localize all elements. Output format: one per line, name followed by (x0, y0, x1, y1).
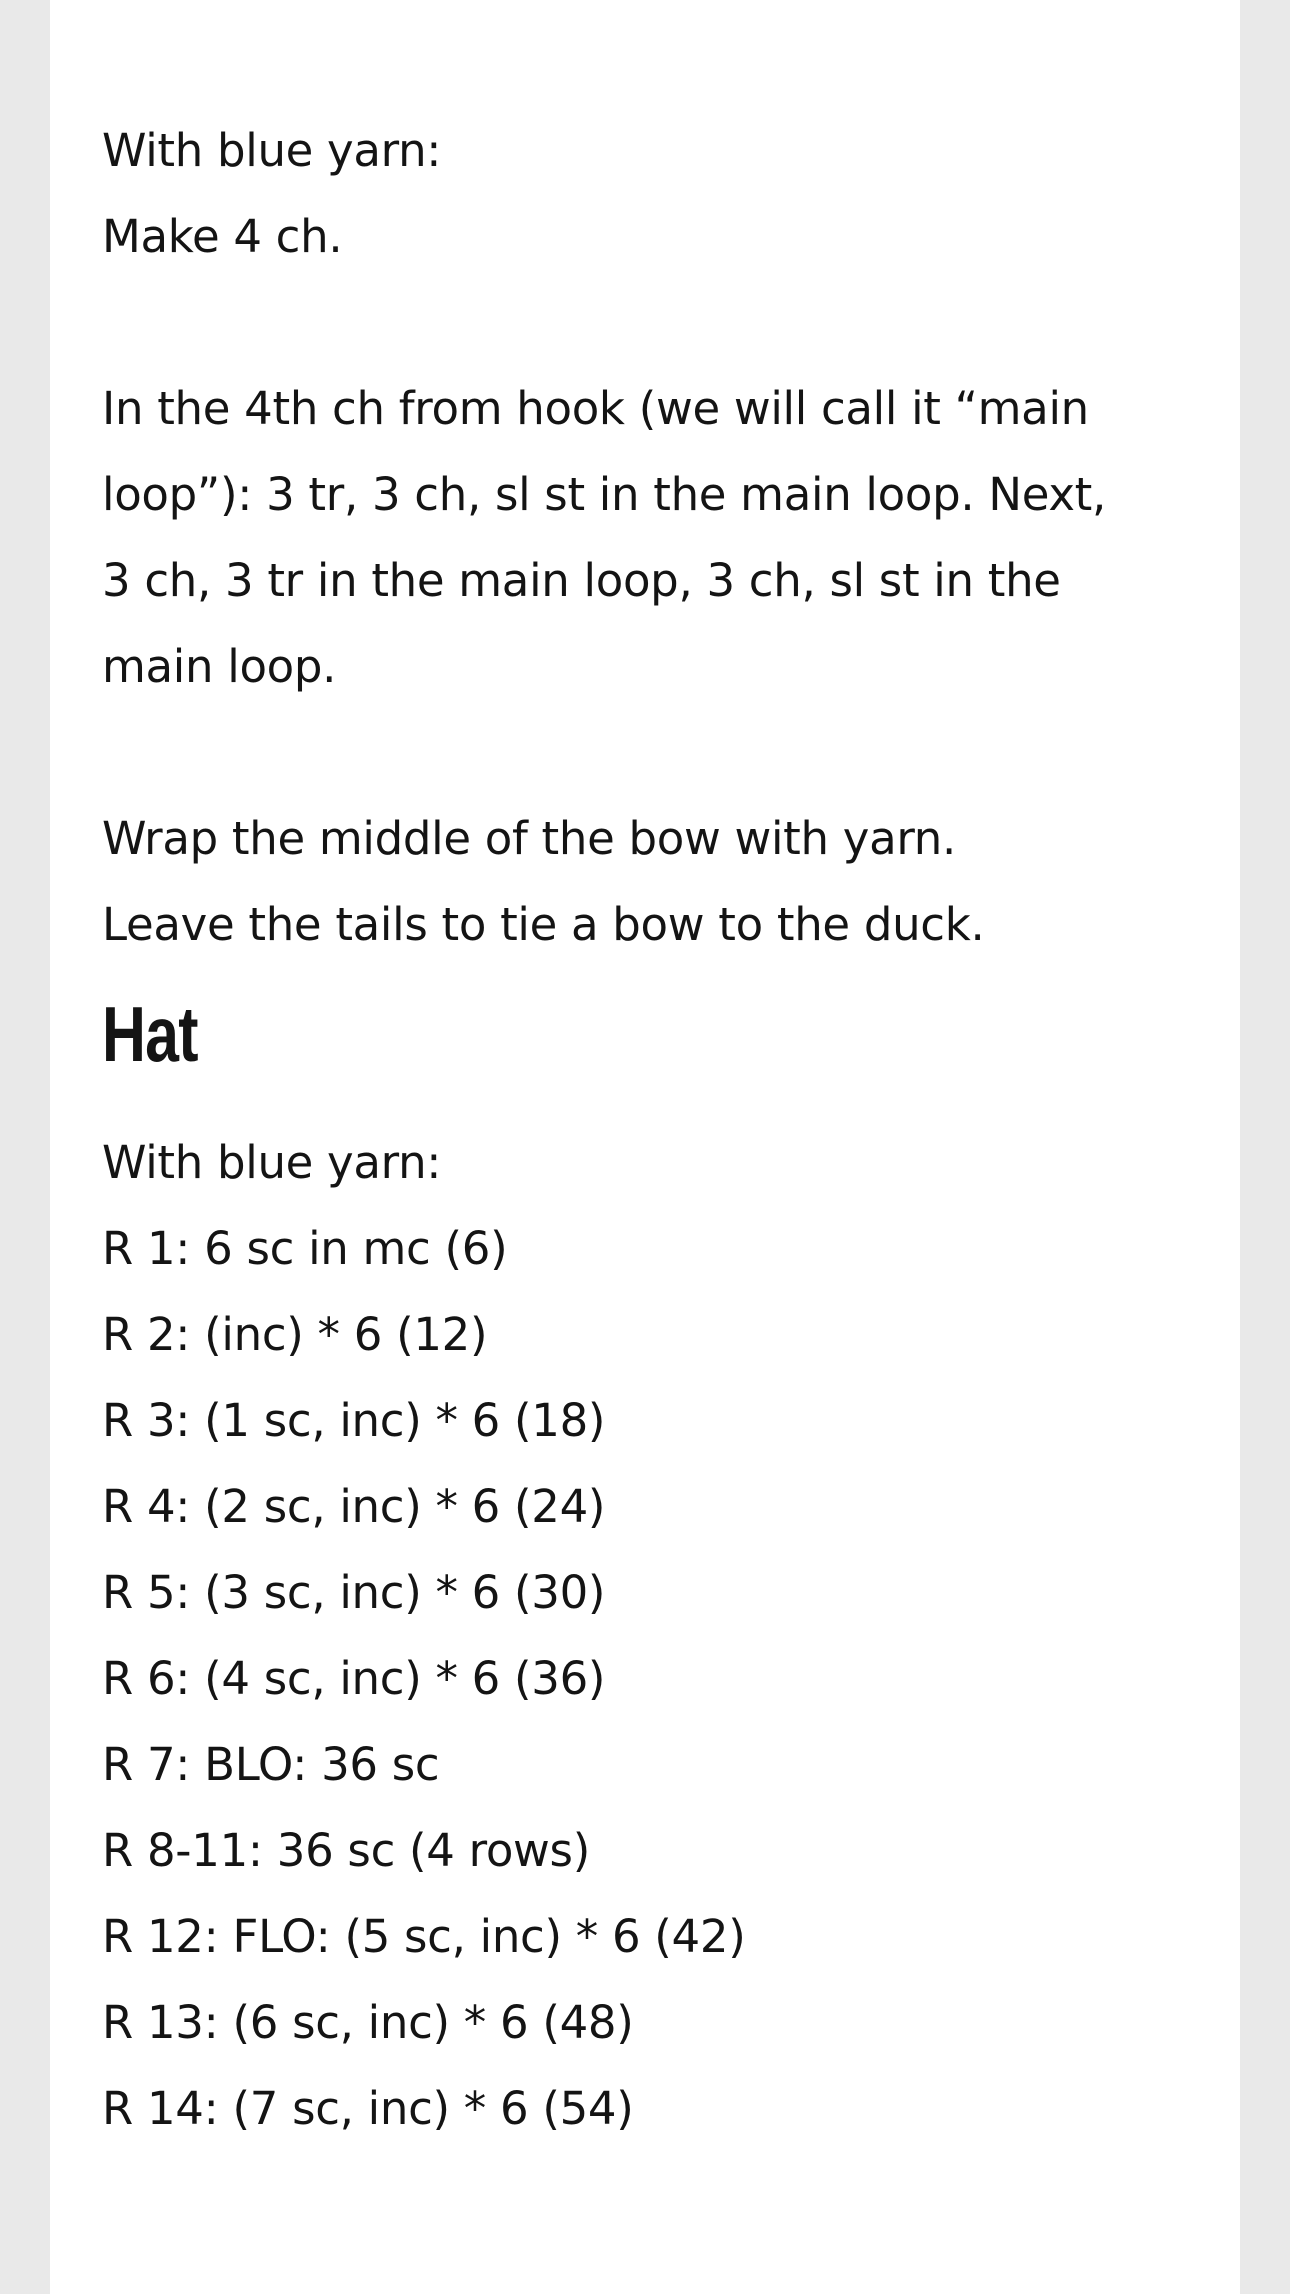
hat-row: R 13: (6 sc, inc) * 6 (48) (102, 1996, 634, 2049)
document-page (50, 0, 1240, 2294)
hat-row: R 5: (3 sc, inc) * 6 (30) (102, 1566, 606, 1619)
hat-yarn-instruction: With blue yarn: (102, 1136, 442, 1189)
paragraph-gap (102, 280, 1202, 366)
bow-chain-instruction: Make 4 ch. (102, 210, 343, 263)
bow-wrap-line: Leave the tails to tie a bow to the duck. (102, 898, 985, 951)
section-heading-hat: Hat (102, 990, 198, 1078)
hat-rows-list (102, 1206, 1202, 2152)
hat-row: R 2: (inc) * 6 (12) (102, 1308, 488, 1361)
bow-paragraph-line: 3 ch, 3 tr in the main loop, 3 ch, sl st in the (102, 554, 1061, 607)
paragraph-gap (102, 710, 1202, 796)
bow-paragraph-line: In the 4th ch from hook (we will call it “main (102, 382, 1089, 435)
hat-row: R 8-11: 36 sc (4 rows) (102, 1824, 590, 1877)
bow-wrap-line: Wrap the middle of the bow with yarn. (102, 812, 956, 865)
bow-yarn-instruction: With blue yarn: (102, 124, 442, 177)
hat-row: R 4: (2 sc, inc) * 6 (24) (102, 1480, 606, 1533)
hat-row: R 7: BLO: 36 sc (102, 1738, 440, 1791)
pattern-text (102, 108, 1202, 2152)
bow-paragraph-line: loop”): 3 tr, 3 ch, sl st in the main loop. Next, (102, 468, 1106, 521)
hat-row: R 3: (1 sc, inc) * 6 (18) (102, 1394, 606, 1447)
hat-row: R 1: 6 sc in mc (6) (102, 1222, 508, 1275)
hat-row: R 14: (7 sc, inc) * 6 (54) (102, 2082, 634, 2135)
hat-row: R 12: FLO: (5 sc, inc) * 6 (42) (102, 1910, 746, 1963)
bow-paragraph-line: main loop. (102, 640, 337, 693)
hat-row: R 6: (4 sc, inc) * 6 (36) (102, 1652, 606, 1705)
